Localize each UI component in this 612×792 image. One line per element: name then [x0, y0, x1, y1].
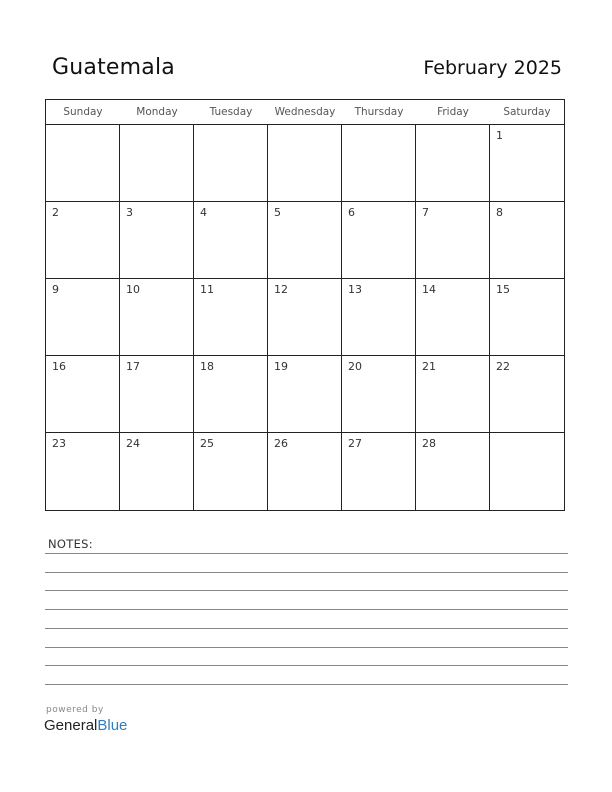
day-cell[interactable]	[194, 433, 268, 510]
day-cell[interactable]	[46, 356, 120, 433]
day-cell[interactable]	[46, 125, 120, 202]
calendar-body	[46, 125, 564, 510]
weekday-label: Thursday	[354, 106, 404, 118]
notes-line	[45, 665, 568, 666]
day-cell[interactable]	[490, 125, 564, 202]
brand-name-part1: General	[44, 717, 98, 734]
notes-line	[45, 609, 568, 610]
day-number: 18	[200, 360, 214, 373]
day-cell[interactable]	[46, 433, 120, 510]
day-cell[interactable]	[194, 356, 268, 433]
day-cell[interactable]	[120, 279, 194, 356]
day-number: 6	[348, 206, 355, 219]
day-number: 27	[348, 437, 362, 450]
notes-line	[45, 628, 568, 629]
weekday-label: Friday	[437, 106, 469, 118]
day-cell[interactable]	[342, 202, 416, 279]
day-number: 9	[52, 283, 59, 296]
day-cell[interactable]	[490, 279, 564, 356]
day-cell[interactable]	[268, 125, 342, 202]
day-number: 10	[126, 283, 140, 296]
notes-line	[45, 553, 568, 554]
day-cell[interactable]	[416, 356, 490, 433]
weekday-header-row	[46, 100, 564, 125]
day-number: 8	[496, 206, 503, 219]
day-cell[interactable]	[194, 125, 268, 202]
day-number: 28	[422, 437, 436, 450]
calendar-grid	[45, 99, 565, 511]
day-cell[interactable]	[490, 356, 564, 433]
notes-line	[45, 572, 568, 573]
day-number: 15	[496, 283, 510, 296]
day-cell[interactable]	[120, 125, 194, 202]
notes-line	[45, 684, 568, 685]
day-cell[interactable]	[342, 356, 416, 433]
brand-name-part2: Blue	[97, 717, 128, 734]
weekday-label: Sunday	[63, 106, 103, 118]
day-cell[interactable]	[342, 125, 416, 202]
powered-by-text: powered by	[46, 705, 104, 715]
notes-line	[45, 590, 568, 591]
weekday-label: Tuesday	[209, 106, 253, 118]
day-number: 11	[200, 283, 214, 296]
day-cell[interactable]	[194, 202, 268, 279]
day-number: 7	[422, 206, 429, 219]
day-number: 13	[348, 283, 362, 296]
day-cell[interactable]	[194, 279, 268, 356]
weekday-label: Saturday	[503, 106, 551, 118]
day-number: 20	[348, 360, 362, 373]
notes-label: NOTES:	[48, 537, 93, 551]
day-cell[interactable]	[342, 279, 416, 356]
generalblue-logo[interactable]	[44, 717, 127, 734]
day-cell[interactable]	[120, 356, 194, 433]
day-cell[interactable]	[120, 433, 194, 510]
day-cell[interactable]	[120, 202, 194, 279]
day-number: 12	[274, 283, 288, 296]
day-cell[interactable]	[416, 279, 490, 356]
day-cell[interactable]	[268, 356, 342, 433]
day-cell[interactable]	[416, 202, 490, 279]
day-number: 21	[422, 360, 436, 373]
notes-line	[45, 647, 568, 648]
day-cell[interactable]	[46, 279, 120, 356]
weekday-label: Monday	[136, 106, 178, 118]
day-cell[interactable]	[46, 202, 120, 279]
day-number: 16	[52, 360, 66, 373]
day-number: 22	[496, 360, 510, 373]
day-number: 14	[422, 283, 436, 296]
month-year-title: February 2025	[423, 57, 562, 79]
day-cell[interactable]	[416, 433, 490, 510]
day-number: 1	[496, 129, 503, 142]
day-number: 25	[200, 437, 214, 450]
weekday-label: Wednesday	[274, 106, 336, 118]
day-cell[interactable]	[268, 279, 342, 356]
day-number: 3	[126, 206, 133, 219]
day-number: 23	[52, 437, 66, 450]
day-number: 2	[52, 206, 59, 219]
day-cell[interactable]	[490, 433, 564, 510]
day-cell[interactable]	[416, 125, 490, 202]
country-title: Guatemala	[52, 55, 175, 80]
day-number: 26	[274, 437, 288, 450]
day-number: 17	[126, 360, 140, 373]
day-cell[interactable]	[268, 202, 342, 279]
day-number: 5	[274, 206, 281, 219]
day-cell[interactable]	[342, 433, 416, 510]
day-number: 19	[274, 360, 288, 373]
day-cell[interactable]	[268, 433, 342, 510]
day-number: 4	[200, 206, 207, 219]
day-number: 24	[126, 437, 140, 450]
day-cell[interactable]	[490, 202, 564, 279]
